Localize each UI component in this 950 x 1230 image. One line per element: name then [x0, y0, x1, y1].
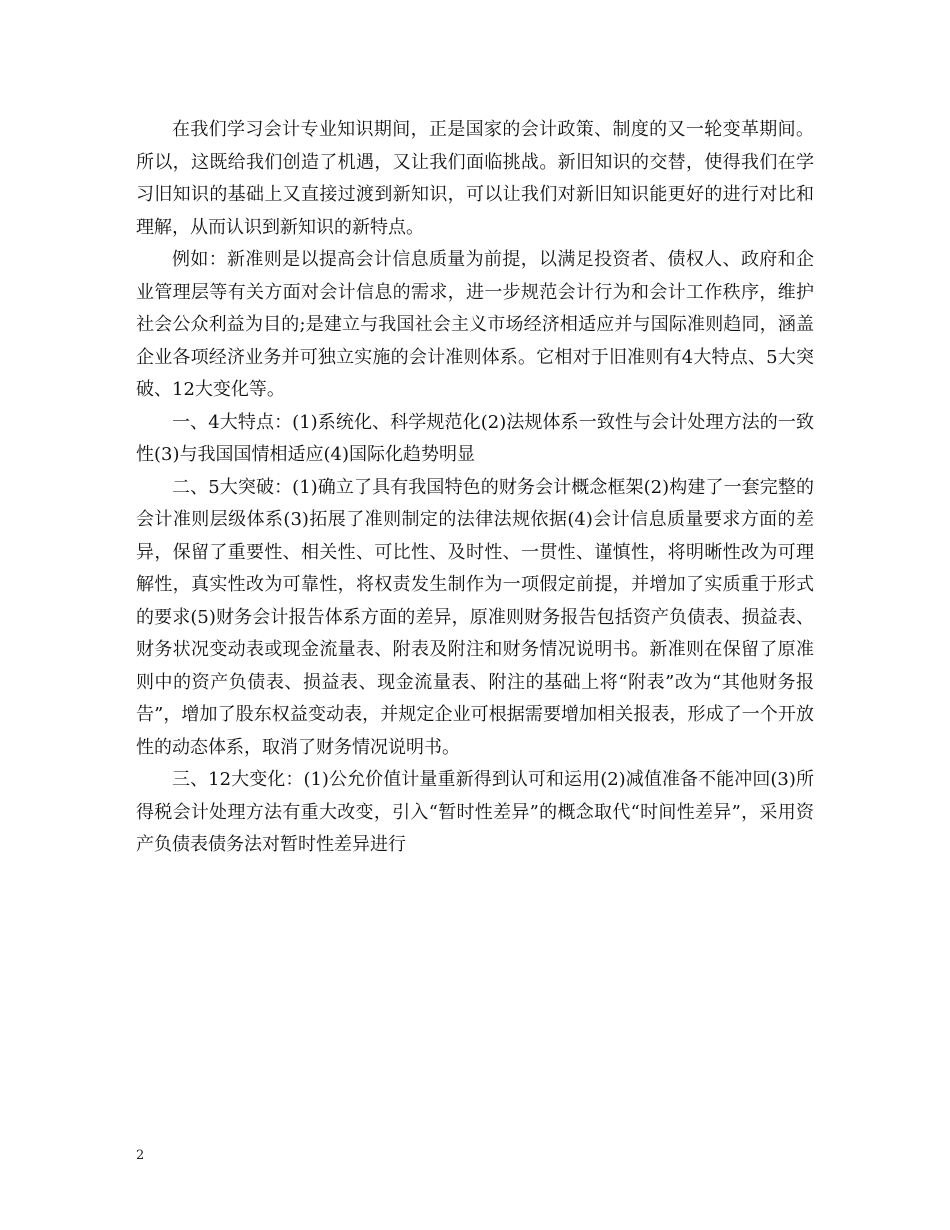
page-number: 2: [136, 1148, 145, 1163]
paragraph-four-features: 一、4大特点：(1)系统化、科学规范化(2)法规体系一致性与会计处理方法的一致性(3)与我国国情相适应(4)国际化趋势明显: [136, 411, 814, 465]
document-body: [136, 114, 814, 862]
paragraph-intro: 在我们学习会计专业知识期间，正是国家的会计政策、制度的又一轮变革期间。所以，这既给我们创造了机遇，又让我们面临挑战。新旧知识的交替，使得我们在学习旧知识的基础上又直接过渡到新知识，可以让我们对新旧知识能更好的进行对比和理解，从而认识到新知识的新特点。: [136, 119, 814, 238]
paragraph-example: 例如：新准则是以提高会计信息质量为前提，以满足投资者、债权人、政府和企业管理层等有关方面对会计信息的需求，进一步规范会计行为和会计工作秩序，维护社会公众利益为目的;是建立与我国社会主义市场经济相适应并与国际准则趋同，涵盖企业各项经济业务并可独立实施的会计准则体系。它相对于旧准则有4大特点、5大突破、12大变化等。: [136, 249, 814, 400]
paragraph-twelve-changes: 三、12大变化：(1)公允价值计量重新得到认可和运用(2)减值准备不能冲回(3)所得税会计处理方法有重大改变，引入“暂时性差异”的概念取代“时间性差异”，采用资产负债表债务法对暂时性差异进行: [136, 769, 814, 855]
paragraph-five-breakthroughs: 二、5大突破：(1)确立了具有我国特色的财务会计概念框架(2)构建了一套完整的会计准则层级体系(3)拓展了准则制定的法律法规依据(4)会计信息质量要求方面的差异，保留了重要性、相关性、可比性、及时性、一贯性、谨慎性，将明晰性改为可理解性，真实性改为可靠性，将权责发生制作为一项假定前提，并增加了实质重于形式的要求(5)财务会计报告体系方面的差异，原准则财务报告包括资产负债表、损益表、财务状况变动表或现金流量表、附表及附注和财务情况说明书。新准则在保留了原准则中的资产负债表、损益表、现金流量表、附注的基础上将“附表”改为“其他财务报告”，增加了股东权益变动表，并规定企业可根据需要增加相关报表，形成了一个开放性的动态体系，取消了财务情况说明书。: [136, 476, 814, 758]
